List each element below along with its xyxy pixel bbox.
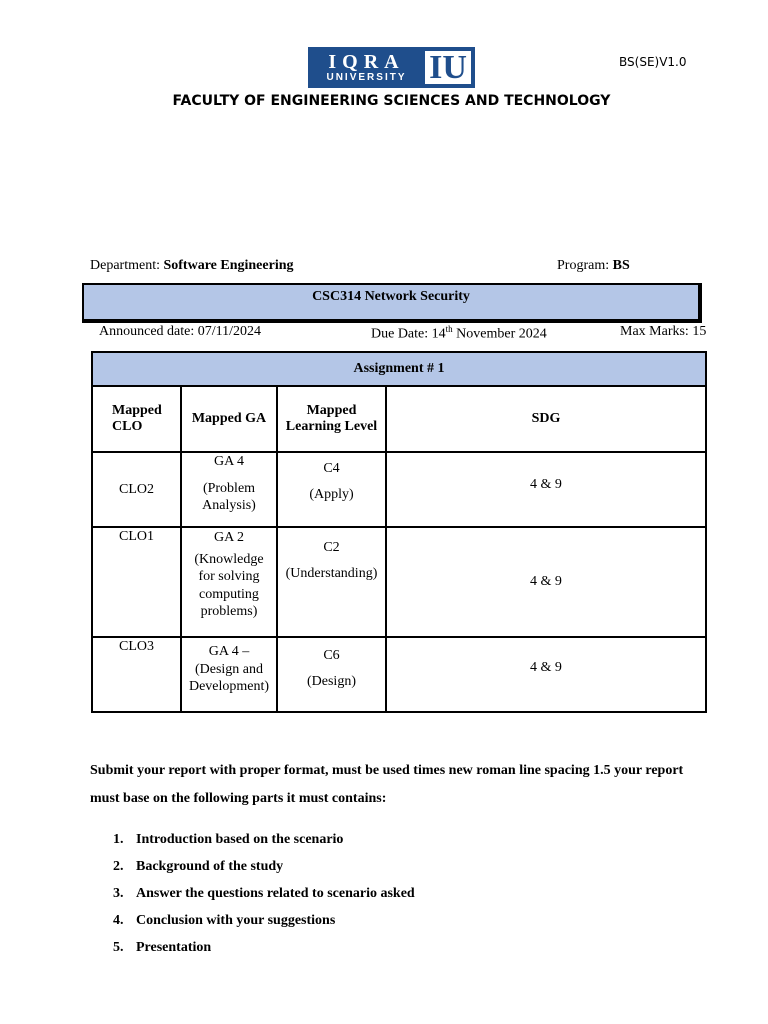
- list-number: 5.: [113, 940, 124, 955]
- faculty-title: FACULTY OF ENGINEERING SCIENCES AND TECHNOLOGY: [172, 93, 611, 109]
- level-code: C2: [323, 540, 340, 555]
- level-desc: (Design): [307, 674, 356, 689]
- table-header-row: [92, 386, 706, 452]
- logo-university: UNIVERSITY: [326, 72, 407, 83]
- header-mapped-clo: Mapped CLO: [92, 386, 181, 452]
- logo-iqra: IQRA: [328, 51, 405, 73]
- department-label: Department:: [90, 258, 160, 273]
- max-marks: Max Marks: 15: [620, 324, 707, 339]
- clo-cell: CLO2: [92, 452, 181, 527]
- ga-cell: [181, 452, 277, 527]
- ga-main: GA 2: [214, 530, 244, 545]
- university-logo: [308, 47, 475, 88]
- level-code: C4: [323, 461, 340, 476]
- due-date: [371, 324, 547, 343]
- list-number: 1.: [113, 832, 124, 847]
- assignment-title: Assignment # 1: [92, 352, 706, 386]
- header-mapped-level: Mapped Learning Level: [277, 386, 386, 452]
- clo-cell: CLO1: [92, 527, 181, 637]
- logo-wordmark: [310, 49, 423, 86]
- list-item: [113, 856, 415, 883]
- ga-main: GA 4 –: [208, 644, 250, 659]
- list-item: [113, 937, 415, 964]
- list-item: [113, 829, 415, 856]
- list-text: Presentation: [136, 940, 212, 955]
- ga-cell: [181, 637, 277, 712]
- level-code: C6: [323, 648, 340, 663]
- table-title-row: [92, 352, 706, 386]
- document-version: BS(SE)V1.0: [619, 55, 687, 69]
- header-sdg: SDG: [386, 386, 706, 452]
- sdg-cell: 4 & 9: [386, 527, 706, 637]
- program-line: [557, 258, 630, 274]
- logo-iu-mark: IU: [423, 51, 471, 84]
- list-number: 3.: [113, 886, 124, 901]
- ga-cell: [181, 527, 277, 637]
- list-text: Answer the questions related to scenario asked: [136, 886, 415, 901]
- level-cell: [277, 527, 386, 637]
- sdg-cell: 4 & 9: [386, 637, 706, 712]
- level-cell: [277, 637, 386, 712]
- department-value: Software Engineering: [163, 258, 294, 273]
- due-date-label: Due Date: 14: [371, 326, 446, 342]
- ga-desc: (Design and Development): [188, 661, 270, 694]
- list-text: Conclusion with your suggestions: [136, 913, 336, 928]
- list-item: [113, 883, 415, 910]
- due-date-rest: November 2024: [452, 326, 547, 342]
- program-label: Program:: [557, 258, 610, 273]
- list-number: 4.: [113, 913, 124, 928]
- program-value: BS: [612, 258, 630, 273]
- ga-desc: (Problem Analysis): [202, 481, 256, 513]
- due-date-suffix: th: [445, 324, 453, 334]
- table-row: [92, 637, 706, 712]
- department-line: [90, 258, 294, 274]
- clo-mapping-table: [91, 351, 707, 713]
- list-text: Introduction based on the scenario: [136, 832, 344, 847]
- report-instructions: Submit your report with proper format, must be used times new roman line spacing 1.5 your report must base on the following parts it must contains:: [90, 763, 684, 806]
- sdg-cell: 4 & 9: [386, 452, 706, 527]
- level-desc: (Understanding): [285, 566, 378, 581]
- level-desc: (Apply): [309, 487, 354, 502]
- report-parts-list: [113, 829, 415, 964]
- list-number: 2.: [113, 859, 124, 874]
- clo-cell: CLO3: [92, 637, 181, 712]
- list-text: Background of the study: [136, 859, 284, 874]
- course-title-box: [82, 283, 702, 323]
- announced-date: Announced date: 07/11/2024: [99, 324, 262, 339]
- level-cell: [277, 452, 386, 527]
- table-row: [92, 527, 706, 637]
- header-mapped-ga: Mapped GA: [181, 386, 277, 452]
- course-title: CSC314 Network Security: [312, 289, 470, 304]
- table-row: [92, 452, 706, 527]
- list-item: [113, 910, 415, 937]
- ga-main: GA 4: [214, 454, 244, 469]
- ga-desc: (Knowledge for solving computing problems): [194, 551, 264, 619]
